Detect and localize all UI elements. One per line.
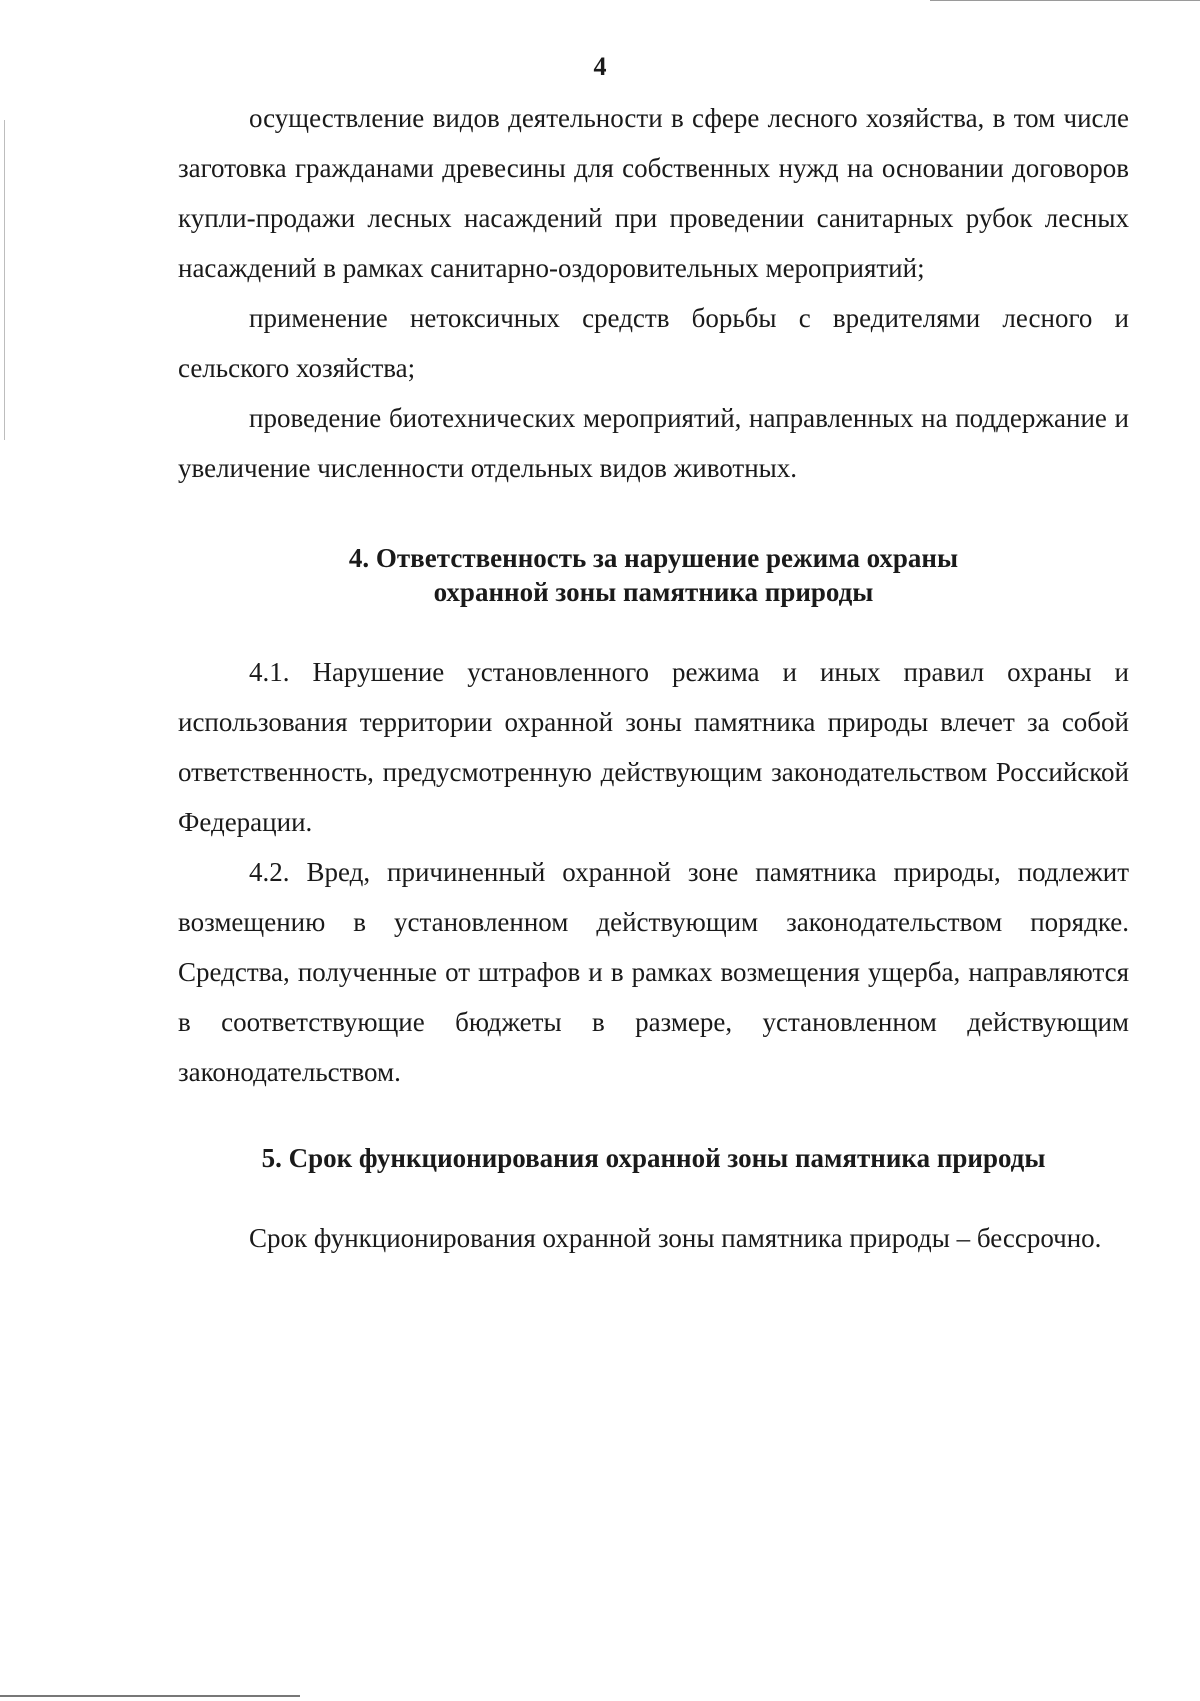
paragraph-4-1: 4.1. Нарушение установленного режима и иных правил охраны и использования территории охранной зоны памятника природы влечет за собой ответственность, предусмотренную действующим законодательством Российской Федерации.	[178, 657, 1129, 837]
paragraph-pest-control: применение нетоксичных средств борьбы с вредителями лесного и сельского хозяйства;	[178, 303, 1129, 383]
scan-edge-bottom	[0, 1695, 300, 1697]
document-body	[178, 93, 1129, 1263]
scan-edge-left	[4, 120, 5, 440]
section-4-heading-line-1: 4. Ответственность за нарушение режима охраны	[348, 543, 959, 573]
section-4-heading-line-2: охранной зоны памятника природы	[433, 577, 874, 607]
section-5-heading: 5. Срок функционирования охранной зоны памятника природы	[261, 1143, 1046, 1173]
paragraph-forestry-activities: осуществление видов деятельности в сфере лесного хозяйства, в том числе заготовка гражданами древесины для собственных нужд на основании договоров купли-продажи лесных насаждений при проведении санитарных рубок лесных насаждений в рамках санитарно-оздоровительных мероприятий;	[178, 103, 1129, 283]
paragraph-4-2: 4.2. Вред, причиненный охранной зоне памятника природы, подлежит возмещению в установленном действующим законодательством порядке. Средства, полученные от штрафов и в рамках возмещения ущерба, направляются в соответствующие бюджеты в размере, установленном действующим законодательством.	[178, 857, 1129, 1087]
paragraph-5-term: Срок функционирования охранной зоны памятника природы – бессрочно.	[249, 1223, 1102, 1253]
section-4-heading	[178, 541, 1129, 609]
paragraph-biotechnical-measures: проведение биотехнических мероприятий, направленных на поддержание и увеличение численности отдельных видов животных.	[178, 403, 1129, 483]
page-number: 4	[593, 52, 607, 81]
scan-edge-top	[930, 0, 1200, 1]
